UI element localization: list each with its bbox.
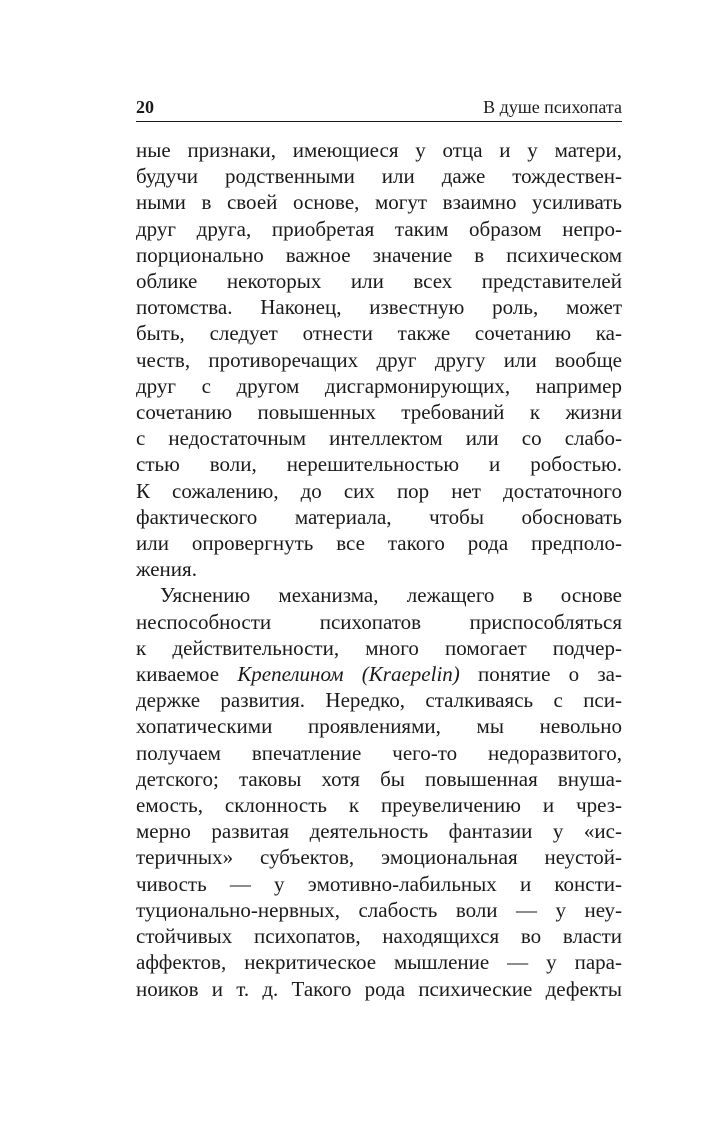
text-line: быть, следует отнести также сочетанию ка- (136, 321, 622, 346)
text-line: будучи родственными или даже тождествен- (136, 164, 622, 189)
text-line: теричных» субъектов, эмоциональная неустой- (136, 845, 622, 870)
paragraph-first-line: Уяснению механизма, лежащего в основе (160, 583, 622, 608)
running-head (136, 96, 622, 120)
text-line: или опровергнуть все такого рода предполо- (136, 531, 622, 556)
text-line-with-italic (136, 661, 622, 687)
text-run: киваемое (136, 662, 238, 687)
text-line: стью воли, нерешительностью и робостью. (136, 452, 622, 477)
text-line: ные признаки, имеющиеся у отца и у матери, (136, 138, 622, 162)
text-line: туционально-нервных, слабость воли — у неу- (136, 897, 622, 922)
text-line: К сожалению, до сих пор нет достаточного (136, 478, 622, 503)
page-number: 20 (136, 97, 154, 117)
header-rule (136, 121, 622, 122)
text-line: получаем впечатление чего-то недоразвитого, (136, 740, 622, 765)
text-line: жения. (136, 557, 197, 582)
text-line: чивость — у эмотивно-лабильных и консти- (136, 871, 622, 896)
text-line: неспособности психопатов приспособляться (136, 609, 622, 634)
text-line: ными в своей основе, могут взаимно усиливать (136, 190, 622, 215)
text-line: к действительности, много помогает подчер- (136, 635, 622, 660)
text-line: облике некоторых или всех представителей (136, 269, 622, 294)
text-line: потомства. Наконец, известную роль, может (136, 295, 622, 320)
text-line: ноиков и т. д. Такого рода психические дефекты (136, 976, 622, 1001)
text-line: честв, противоречащих друг другу или вообще (136, 347, 622, 372)
text-line: стойчивых психопатов, находящихся во власти (136, 924, 622, 949)
italic-name: Крепелином (Kraepelin) (237, 662, 460, 687)
text-line: хопатическими проявлениями, мы невольно (136, 714, 622, 739)
text-line: детского; таковы хотя бы повышенная внуша- (136, 766, 622, 791)
text-line: мерно развитая деятельность фантазии у «ис- (136, 819, 622, 844)
text-run: понятие о за- (459, 662, 623, 687)
running-title: В душе психопата (483, 97, 622, 117)
text-line: друг друга, приобретая таким образом непро- (136, 216, 622, 241)
body-text (136, 137, 622, 1002)
text-line: аффектов, некритическое мышление — у пара- (136, 950, 622, 975)
text-line: держке развития. Нередко, сталкиваясь с пси- (136, 688, 622, 713)
text-line: фактического материала, чтобы обосновать (136, 504, 622, 529)
text-line: порционально важное значение в психическом (136, 242, 622, 267)
text-line: с недостаточным интеллектом или со слабо- (136, 426, 622, 451)
text-line: сочетанию повышенных требований к жизни (136, 400, 622, 425)
text-line: друг с другом дисгармонирующих, например (136, 373, 622, 398)
text-line: емость, склонность к преувеличению и чрез- (136, 793, 622, 818)
